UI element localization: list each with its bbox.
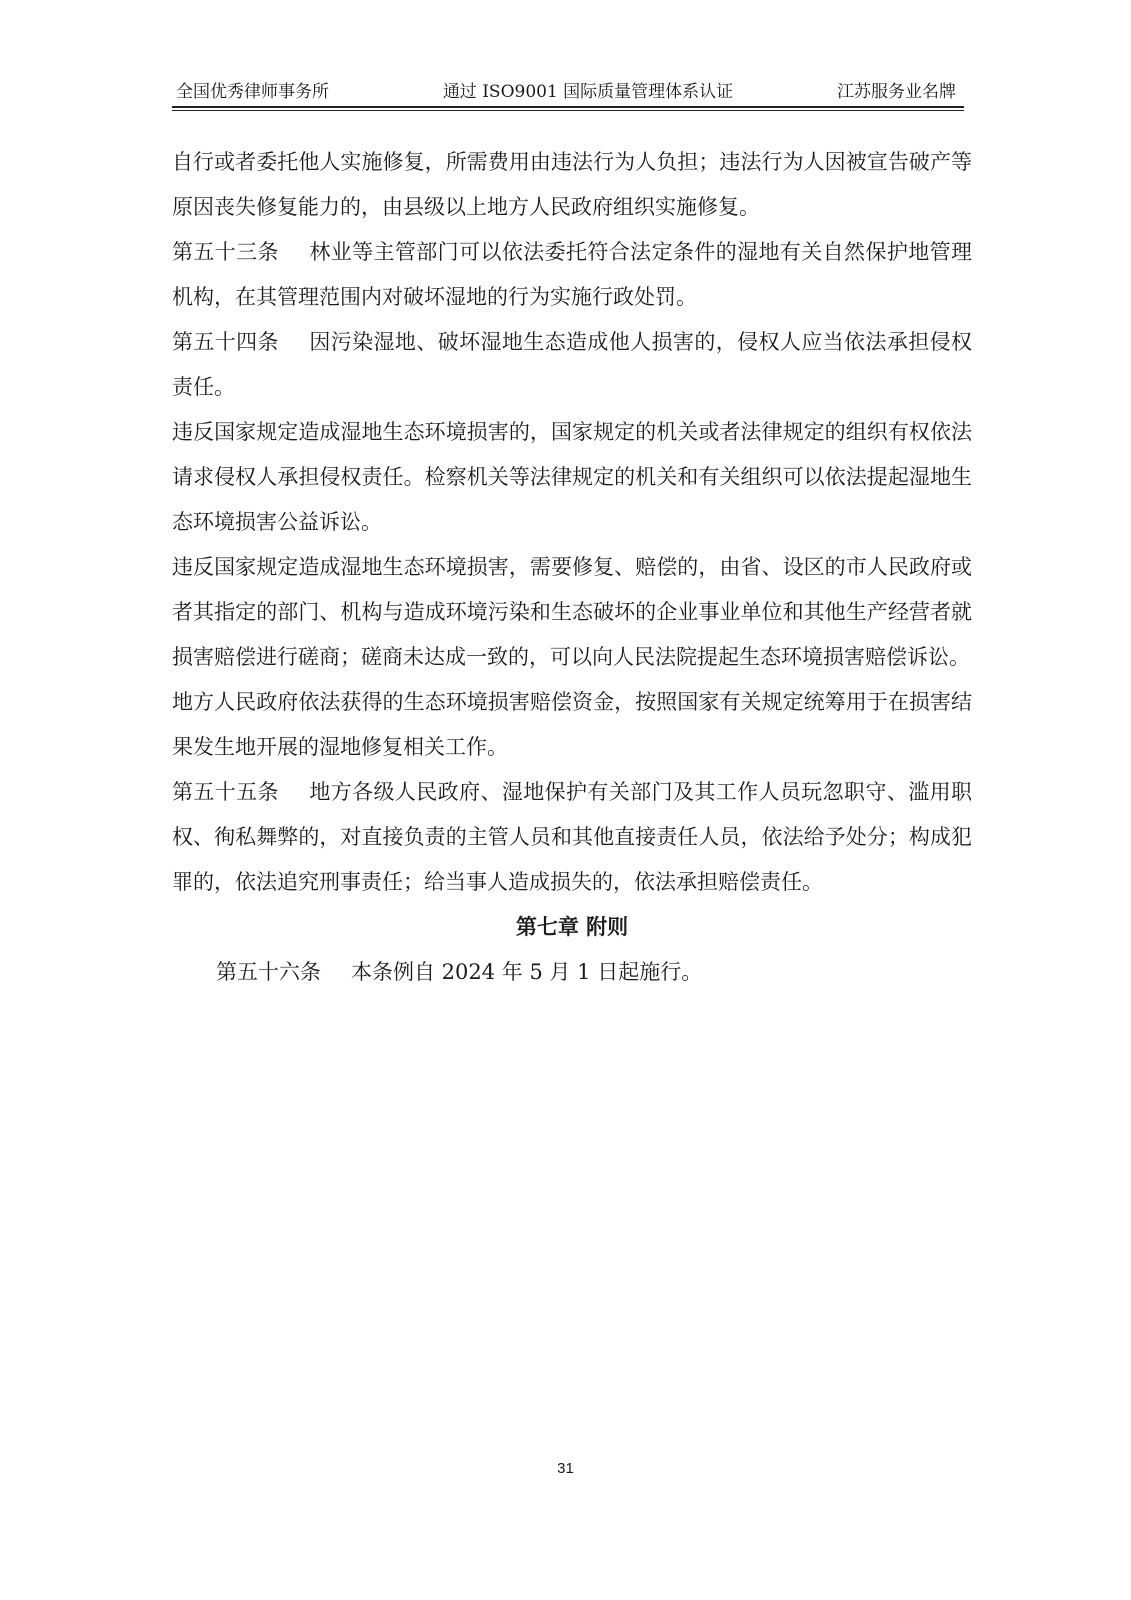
document-body <box>172 140 972 995</box>
article-55-number: 第五十五条 <box>172 780 279 804</box>
page-number: 31 <box>557 1460 574 1477</box>
article-54 <box>172 320 972 410</box>
paragraph-repair-continuation: 自行或者委托他人实施修复，所需费用由违法行为人负担；违法行为人因被宣告破产等原因丧失修复能力的，由县级以上地方人民政府组织实施修复。 <box>172 150 972 219</box>
header-certification: 通过 ISO9001 国际质量管理体系认证 <box>442 82 734 102</box>
page-header <box>172 78 964 108</box>
header-brand: 江苏服务业名牌 <box>837 82 956 102</box>
paragraph-compensation-consultation: 违反国家规定造成湿地生态环境损害，需要修复、赔偿的，由省、设区的市人民政府或者其指定的部门、机构与造成环境污染和生态破坏的企业事业单位和其他生产经营者就损害赔偿进行磋商；磋商未达成一致的，可以向人民法院提起生态环境损害赔偿诉讼。 <box>172 555 972 669</box>
article-56 <box>172 950 972 995</box>
article-53-number: 第五十三条 <box>172 240 279 264</box>
header-firm-title: 全国优秀律师事务所 <box>176 82 329 102</box>
paragraph-public-interest-litigation: 违反国家规定造成湿地生态环境损害的，国家规定的机关或者法律规定的组织有权依法请求侵权人承担侵权责任。检察机关等法律规定的机关和有关组织可以依法提起湿地生态环境损害公益诉讼。 <box>172 420 972 534</box>
chapter-heading: 第七章 附则 <box>515 915 629 939</box>
article-54-number: 第五十四条 <box>172 330 279 354</box>
article-55-text: 地方各级人民政府、湿地保护有关部门及其工作人员玩忽职守、滥用职权、徇私舞弊的，对直接负责的主管人员和其他直接责任人员，依法给予处分；构成犯罪的，依法追究刑事责任；给当事人造成损失的，依法承担赔偿责任。 <box>172 780 973 894</box>
article-53 <box>172 230 972 320</box>
paragraph-compensation-funds: 地方人民政府依法获得的生态环境损害赔偿资金，按照国家有关规定统筹用于在损害结果发生地开展的湿地修复相关工作。 <box>172 690 972 759</box>
article-55 <box>172 770 972 905</box>
article-54-text: 因污染湿地、破坏湿地生态造成他人损害的，侵权人应当依法承担侵权责任。 <box>172 330 973 399</box>
article-56-number: 第五十六条 <box>216 960 321 984</box>
article-53-text: 林业等主管部门可以依法委托符合法定条件的湿地有关自然保护地管理机构，在其管理范围内对破坏湿地的行为实施行政处罚。 <box>172 240 973 309</box>
article-56-text: 本条例自 2024 年 5 月 1 日起施行。 <box>351 960 703 984</box>
header-rule <box>172 106 964 108</box>
header-rule-thin <box>172 110 964 111</box>
